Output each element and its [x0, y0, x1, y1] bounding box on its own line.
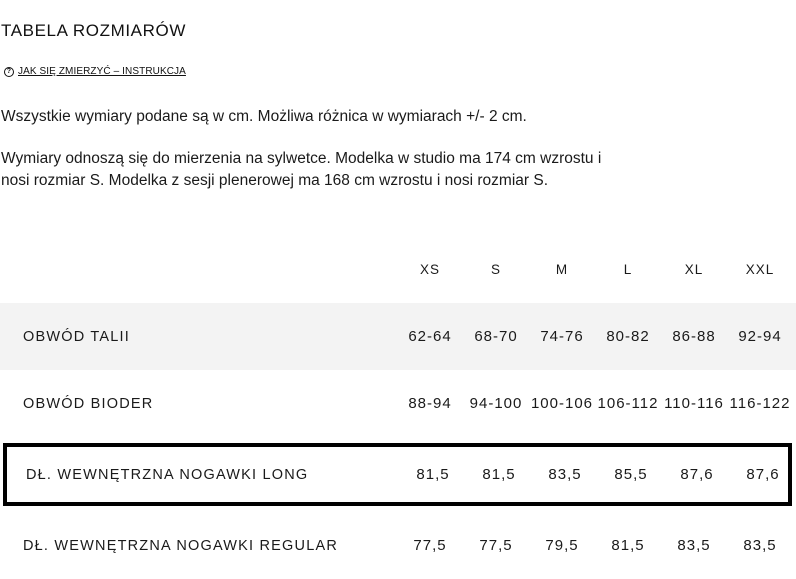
table-cell: 87,6 — [746, 466, 780, 483]
size-header-m: M — [555, 262, 569, 277]
table-cell: 62-64 — [408, 328, 452, 345]
table-cell: 106-112 — [597, 395, 659, 412]
table-cell: 88-94 — [408, 395, 452, 412]
table-row-hips — [0, 370, 796, 437]
size-table — [0, 236, 796, 579]
size-header-s: S — [490, 262, 501, 277]
table-cell: 68-70 — [474, 328, 518, 345]
table-cell: 79,5 — [545, 537, 579, 554]
table-cell: 94-100 — [469, 395, 523, 412]
question-circle-icon: ? — [4, 67, 14, 77]
row-label: OBWÓD BIODER — [23, 395, 154, 412]
size-header-row — [0, 236, 796, 303]
table-row-inseam-regular — [0, 512, 796, 579]
table-cell: 87,6 — [680, 466, 714, 483]
table-cell: 77,5 — [479, 537, 513, 554]
how-to-measure-link[interactable] — [4, 66, 186, 77]
how-to-measure-label[interactable]: JAK SIĘ ZMIERZYĆ – INSTRUKCJA — [18, 66, 186, 77]
row-label: OBWÓD TALII — [23, 328, 130, 345]
table-cell: 83,5 — [743, 537, 777, 554]
table-cell: 81,5 — [482, 466, 516, 483]
table-cell: 92-94 — [738, 328, 782, 345]
row-label: DŁ. WEWNĘTRZNA NOGAWKI LONG — [26, 466, 309, 483]
page-title: TABELA ROZMIARÓW — [1, 21, 186, 40]
table-cell: 74-76 — [540, 328, 584, 345]
size-header-xxl: XXL — [745, 262, 775, 277]
table-cell: 110-116 — [664, 395, 724, 412]
table-row-inseam-long — [3, 443, 792, 506]
size-header-l: L — [623, 262, 633, 277]
measurement-note: Wszystkie wymiary podane są w cm. Możliwa różnica w wymiarach +/- 2 cm. — [1, 108, 527, 125]
row-label: DŁ. WEWNĘTRZNA NOGAWKI REGULAR — [23, 537, 339, 554]
table-cell: 81,5 — [611, 537, 645, 554]
table-cell: 81,5 — [416, 466, 450, 483]
size-header-xs: XS — [419, 262, 440, 277]
table-cell: 86-88 — [672, 328, 716, 345]
table-cell: 83,5 — [677, 537, 711, 554]
model-info-note: Wymiary odnoszą się do mierzenia na sylwetce. Modelka w studio ma 174 cm wzrostu i nosi rozmiar S. Modelka z sesji plenerowej ma 168 cm wzrostu i nosi rozmiar S. — [1, 150, 602, 189]
table-cell: 83,5 — [548, 466, 582, 483]
table-cell: 85,5 — [614, 466, 648, 483]
size-header-xl: XL — [684, 262, 704, 277]
table-cell: 77,5 — [413, 537, 447, 554]
table-row-waist — [0, 303, 796, 370]
table-cell: 100-106 — [530, 395, 594, 412]
table-cell: 116-122 — [729, 395, 791, 412]
table-cell: 80-82 — [606, 328, 650, 345]
